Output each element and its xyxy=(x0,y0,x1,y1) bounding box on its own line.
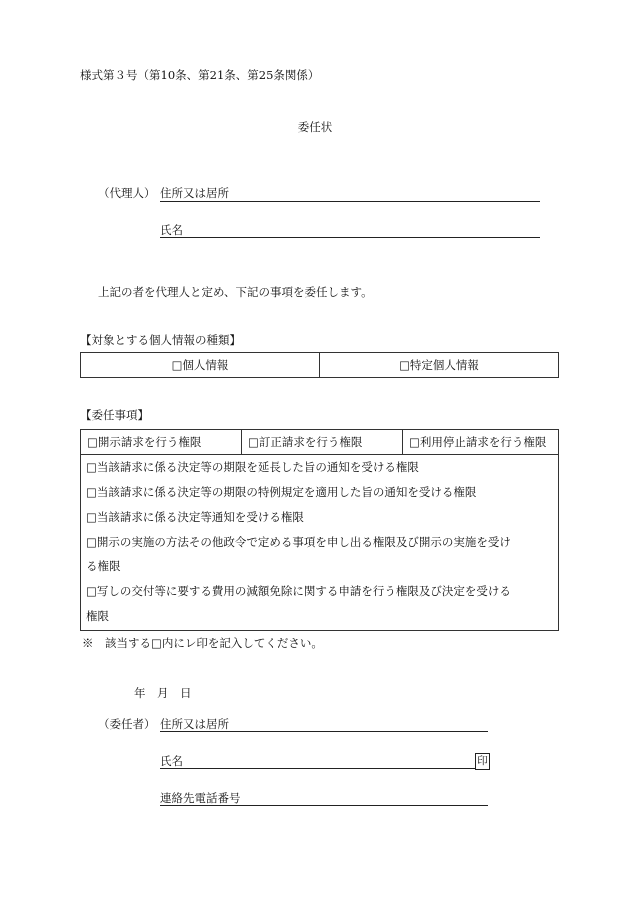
list-item[interactable]: □当該請求に係る決定等の期限の特例規定を適用した旨の通知を受ける権限 xyxy=(86,485,477,499)
agent-name-label: 氏名 xyxy=(160,223,183,237)
seal-mark: 印 xyxy=(475,753,490,770)
agent-address-label: 住所又は居所 xyxy=(160,186,229,200)
option-correction-request[interactable]: □訂正請求を行う権限 xyxy=(242,430,403,455)
agent-role-label: （代理人） xyxy=(98,186,156,200)
info-type-table xyxy=(80,352,559,378)
list-item-continued: る権限 xyxy=(86,559,121,573)
delegation-heading: 【委任事項】 xyxy=(80,408,149,422)
principal-name-line[interactable] xyxy=(160,768,475,769)
form-number: 様式第３号（第10条、第21条、第25条関係） xyxy=(80,68,320,82)
list-item-continued: 権限 xyxy=(86,609,109,623)
list-item[interactable]: □写しの交付等に要する費用の減額免除に関する申請を行う権限及び決定を受ける xyxy=(86,584,511,598)
option-suspension-request[interactable]: □利用停止請求を行う権限 xyxy=(403,430,559,455)
delegation-statement: 上記の者を代理人と定め、下記の事項を委任します。 xyxy=(98,285,373,299)
delegation-items-box xyxy=(80,455,559,631)
agent-name-line[interactable] xyxy=(160,237,540,238)
principal-address-label: 住所又は居所 xyxy=(160,717,229,731)
date-line[interactable]: 年 月 日 xyxy=(134,686,192,700)
list-item[interactable]: □開示の実施の方法その他政令で定める事項を申し出る権限及び開示の実施を受け xyxy=(86,535,511,549)
option-specific-personal-info[interactable]: □特定個人情報 xyxy=(320,353,559,378)
instruction-note: ※ 該当する□内にレ印を記入してください。 xyxy=(82,636,323,650)
principal-role-label: （委任者） xyxy=(98,717,156,731)
document-title: 委任状 xyxy=(297,120,333,134)
option-disclosure-request[interactable]: □開示請求を行う権限 xyxy=(81,430,242,455)
agent-address-line[interactable] xyxy=(160,201,540,202)
principal-phone-line[interactable] xyxy=(160,805,488,806)
list-item[interactable]: □当該請求に係る決定等通知を受ける権限 xyxy=(86,510,304,524)
list-item[interactable]: □当該請求に係る決定等の期限を延長した旨の通知を受ける権限 xyxy=(86,460,419,474)
principal-name-label: 氏名 xyxy=(160,754,183,768)
info-type-heading: 【対象とする個人情報の種類】 xyxy=(80,333,241,347)
principal-address-line[interactable] xyxy=(160,731,488,732)
option-personal-info[interactable]: □個人情報 xyxy=(81,353,320,378)
principal-phone-label: 連絡先電話番号 xyxy=(160,791,241,805)
delegation-options-row xyxy=(80,429,559,455)
